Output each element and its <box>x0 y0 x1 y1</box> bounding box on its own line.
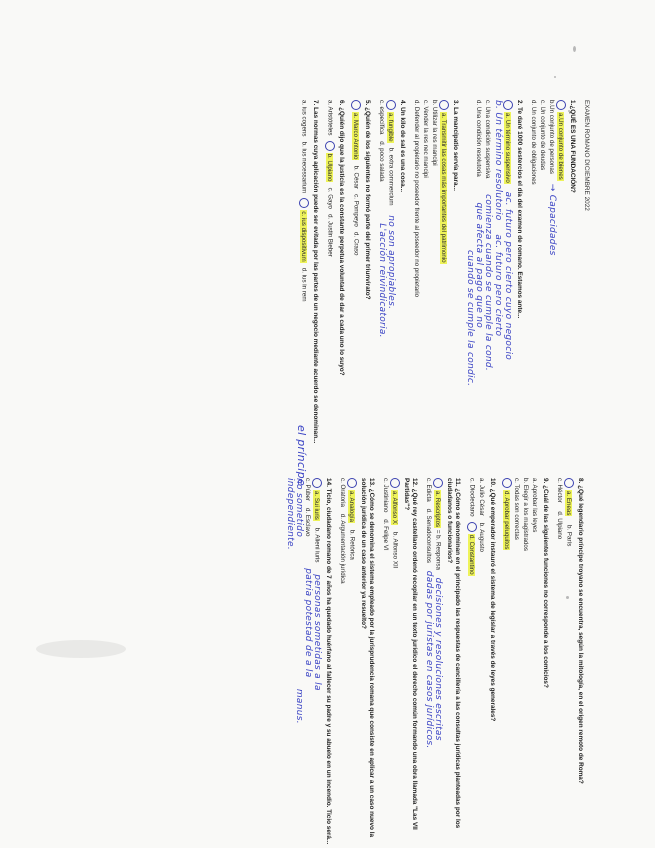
option-c-d: c. Edicta d. Senadoconsultos dadas por juristas en casos jurídicos. <box>424 478 434 749</box>
question-11 <box>424 478 461 848</box>
option-c: c. Un conjunto de deudas <box>539 100 546 171</box>
option-c: c. Vender la res nec mancipi <box>422 100 429 178</box>
option-d: d. Una condición resolutoria que afecta al pago que no <box>474 100 484 329</box>
options: a. Aristóteles b. Ulpiano c. Gayo d. Justin Bieber <box>326 100 334 257</box>
question-5 <box>351 100 371 480</box>
question-6 <box>325 100 345 480</box>
question-4 <box>377 100 406 480</box>
option-a: a. Aprobar las leyes <box>531 478 538 533</box>
handwritten-note-principe: el príncipe <box>295 425 308 487</box>
option-a: a.Un conjunto de bienes <box>556 100 566 480</box>
question-text: 6. ¿Quién dijo que la justicia es la constante perpetua voluntad de dar a cada uno lo suyo? <box>338 100 345 376</box>
question-8 <box>555 478 584 848</box>
option-a-b: a. Sui iuris b. Alieni iuris personas sometidas a la <box>312 478 322 848</box>
handwritten-note: → Capacidades <box>547 183 557 256</box>
option-a-b: a. Rescriptos = b. Responsa decisiones y resoluciones escritas <box>433 478 443 848</box>
options: a. Marco Antonio b. César c. Pompeyo d. Craso <box>351 100 361 480</box>
option-c-d: c. Oratoria d. Argumentación jurídica <box>339 478 346 584</box>
question-14 <box>285 478 332 848</box>
question-12 <box>381 478 418 848</box>
question-text: 8. ¿Qué legendario príncipe troyano se encuentra, según la mitología, en el origen remoto de Roma? <box>577 478 584 784</box>
option-c: c. Todas son correctas <box>513 478 520 540</box>
question-text: 13. ¿Cómo se denomina el sistema empleado por la jurisprudencia romana que consiste en aplicar a un caso nuevo la solución jurídica de un caso anterior ya resuelto? <box>360 478 375 838</box>
circle-mark <box>556 100 566 110</box>
handwritten-note-2: independiente. <box>285 478 295 550</box>
question-text: 10. ¿Qué emperador instauró el sistema de legislar a través de leyes generales? <box>489 478 496 722</box>
question-text: 3. La mancipatio servía para... <box>452 100 459 191</box>
option-b: b. Elegir a los magistrados <box>522 478 529 551</box>
question-text: 7. Las normas cuya aplicación puede ser evitada por las partes de un negocio mediante acuerdo se denominan... <box>312 100 319 444</box>
question-13 <box>338 478 375 848</box>
question-text: 2. Te daré 1000 sestercios el día del examen de romano. Estamos ante... <box>516 100 523 319</box>
question-text: 1.¿QUÉ ES UNA FUNDACIÓN? <box>569 100 576 193</box>
option-d: d. Aprobar peluquitos <box>502 478 512 848</box>
question-10 <box>467 478 496 848</box>
question-text: 12. ¿Qué rey castellano ordenó recopilar en un texto jurídico el derecho común formando una obra llamada "Las VII Partidas"? <box>403 478 418 830</box>
option-b: b. Un término resolutorio ac. futuro pero cierto <box>493 100 503 337</box>
question-text: 14. Ticio, ciudadano romano de 7 años ha quedado huérfano al fallecer su padre y su abuelo en un incendio. Ticio será... <box>325 478 332 845</box>
option-a-b: a. Eneas b. París <box>564 478 574 848</box>
question-7 <box>299 100 319 480</box>
exam-title: EXAMEN ROMANO DICIEMBRE 2022 <box>583 100 590 211</box>
option-a-b: a. Alfonso X b. Alfonso XII <box>390 478 400 848</box>
option-c: c. Una condición suspensiva comienza cuando se cumple la cond. <box>483 100 493 372</box>
exam-content <box>30 30 590 848</box>
question-2 <box>465 100 523 480</box>
question-9 <box>502 478 549 848</box>
question-text: 11. ¿Cómo se denominan en el principado las respuestas de cancillería a las consultas jurídicas planteadas por los ciudadanos o funcionarios? <box>446 478 461 829</box>
option-c-d: c. Diocleciano d. Constantino <box>468 478 476 575</box>
question-text: 5. ¿Quién de los siguientes no formó parte del primer triunvirato? <box>364 100 371 300</box>
option-a: a. Transmitir las cosas más importantes del patrimonio <box>439 100 449 480</box>
option-c-d: c. específica d. poco salada L'acción reivindicatoria. <box>377 100 387 338</box>
option-a-b: a. Analogía b. Retórica <box>347 478 357 848</box>
right-column <box>285 478 590 848</box>
handwritten-note: cuando se cumple la condic. <box>465 250 475 387</box>
question-1 <box>529 100 576 480</box>
option-a-b: a. Julio César b. Augusto <box>478 478 485 552</box>
left-column <box>299 100 590 480</box>
question-text: 4. Un kilo de sal es una cosa... <box>399 100 406 192</box>
options: a. ius cogens b. ius necessarium c. ius dispositivum d. ius in rem <box>300 100 308 302</box>
option-a: a. Un término suspensivo ac. futuro pero cierto cuyo negocio <box>503 100 513 480</box>
option-a-b: a. fungible b. extra commercium no son apropiables. <box>386 100 396 480</box>
option-c-d: c. Púber d. Esclavo patria potestad de a la <box>303 478 313 678</box>
question-text: 9. ¿Cuál de las siguientes funciones no corresponde a los comicios? <box>542 478 549 688</box>
option-d: d. Un conjunto de obligaciones <box>530 100 537 185</box>
option-c-d: c. Justiniano d. Felipe VI <box>382 478 389 551</box>
handwritten-note: no sometido manus. <box>294 478 304 724</box>
option-d: d. Defender al propietario no poseedor frente al poseedor no propietario <box>413 100 420 298</box>
option-b: b.Un conjunto de personas → Capacidades <box>547 100 557 256</box>
option-b: b. Utilizar la res mancipi <box>431 100 438 166</box>
question-3 <box>412 100 459 480</box>
option-c-d: c. Héctor d. Ulpiano <box>556 478 563 540</box>
